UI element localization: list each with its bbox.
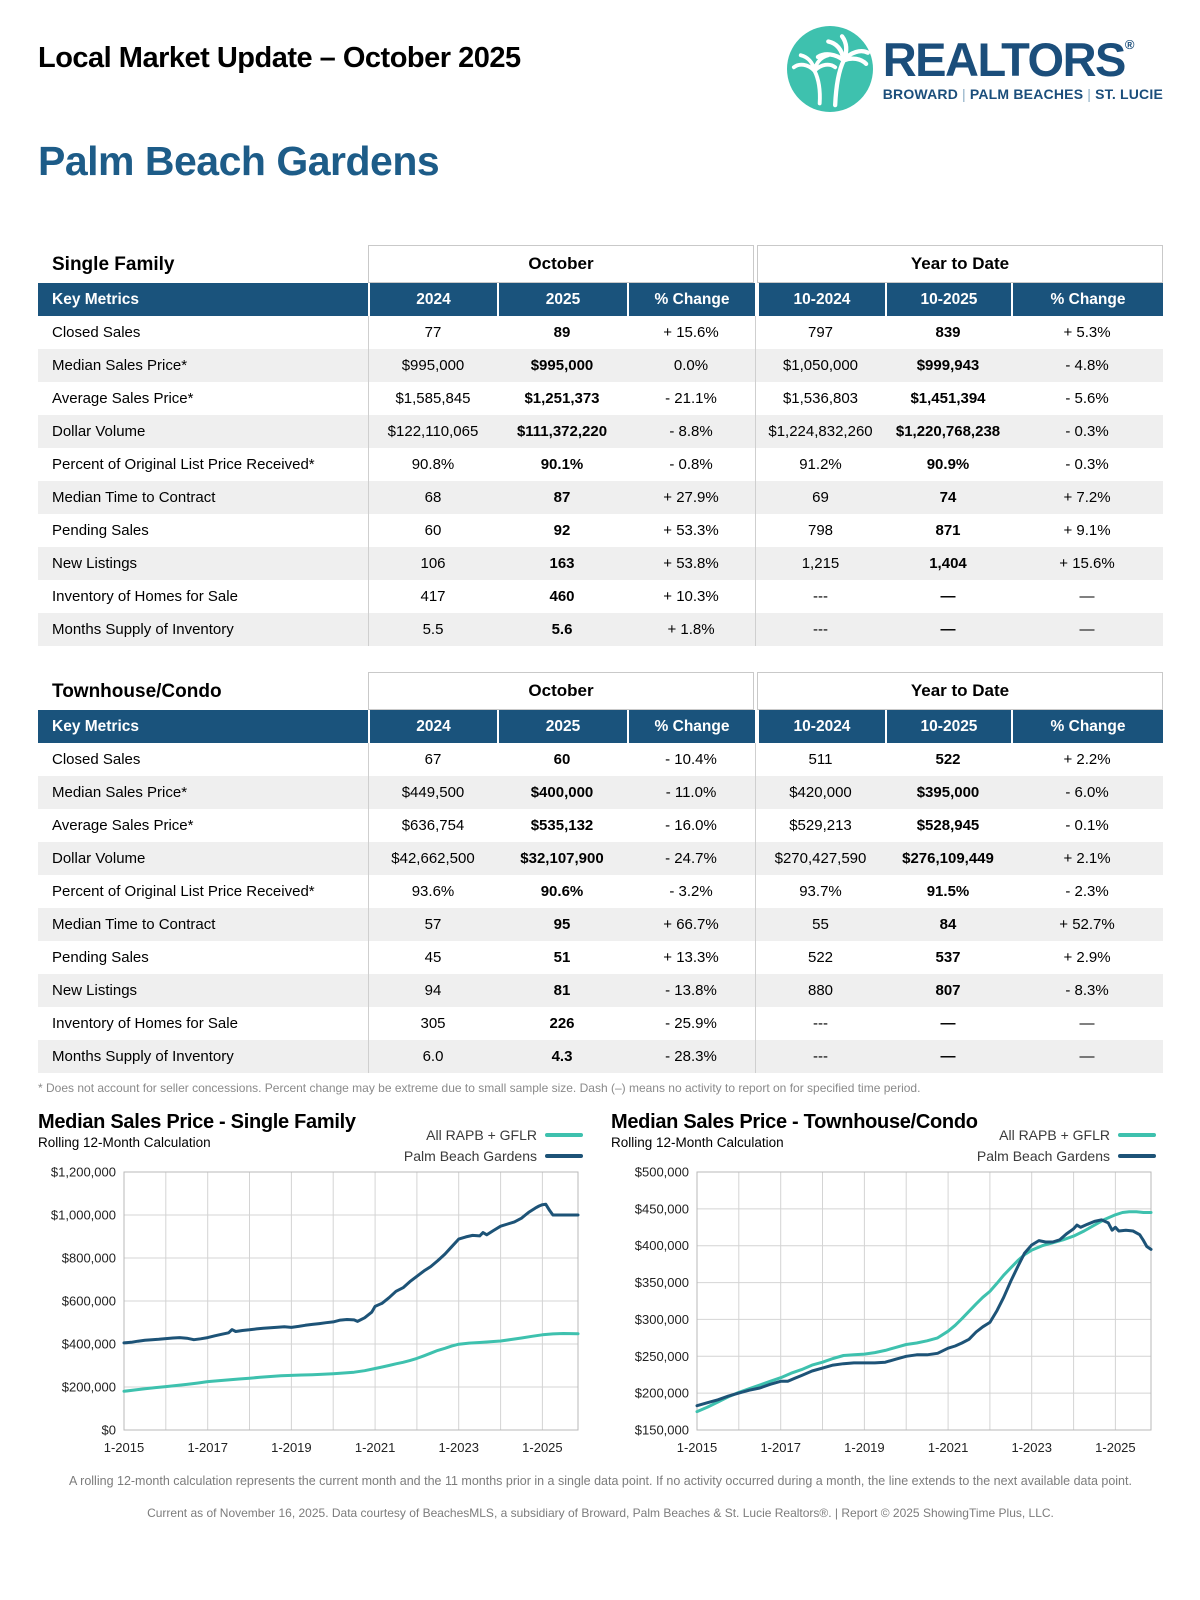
metric-value: 839 [885, 316, 1011, 349]
metric-value: 798 [755, 514, 885, 547]
table-row [38, 580, 1163, 613]
metric-value: — [885, 613, 1011, 646]
metric-value: 1,404 [885, 547, 1011, 580]
metric-value: + 2.9% [1011, 941, 1163, 974]
table-group-row [38, 245, 1163, 283]
metric-value: $999,943 [885, 349, 1011, 382]
metric-value: 45 [368, 941, 497, 974]
metric-value: - 21.1% [627, 382, 755, 415]
logo-brand-text [882, 33, 1163, 86]
metric-value: - 0.1% [1011, 809, 1163, 842]
metric-label: Median Sales Price* [38, 349, 368, 382]
metric-value: - 8.8% [627, 415, 755, 448]
chart-legend [404, 1127, 583, 1169]
legend-label: All RAPB + GFLR [999, 1127, 1110, 1143]
metric-value: 6.0 [368, 1040, 497, 1073]
metrics-tables [38, 245, 1163, 1073]
x-tick-label: 1-2025 [1095, 1440, 1136, 1455]
metric-value: $270,427,590 [755, 842, 885, 875]
table-header-row [38, 283, 1163, 316]
metric-value: 305 [368, 1007, 497, 1040]
chart-title: Median Sales Price - Single Family [38, 1111, 356, 1133]
y-tick-label: $800,000 [61, 1250, 116, 1266]
metric-value: $1,224,832,260 [755, 415, 885, 448]
legend-label: All RAPB + GFLR [426, 1127, 537, 1143]
line-chart-single-family [38, 1162, 583, 1468]
metric-label: Closed Sales [38, 743, 368, 776]
metric-value: + 10.3% [627, 580, 755, 613]
legend-swatch-navy [545, 1154, 583, 1158]
series-line-all-rapb-gflr [124, 1334, 578, 1392]
metric-value: 90.9% [885, 448, 1011, 481]
metric-value: + 5.3% [1011, 316, 1163, 349]
column-header: % Change [1011, 710, 1163, 743]
metric-value: 1,215 [755, 547, 885, 580]
table-row [38, 349, 1163, 382]
metric-value: 92 [497, 514, 627, 547]
table-row [38, 908, 1163, 941]
chart-townhouse-condo [611, 1111, 1162, 1468]
metric-label: New Listings [38, 974, 368, 1007]
y-tick-label: $200,000 [61, 1379, 116, 1395]
y-tick-label: $500,000 [634, 1164, 689, 1180]
table-row [38, 481, 1163, 514]
metric-value: 226 [497, 1007, 627, 1040]
metric-value: + 9.1% [1011, 514, 1163, 547]
metric-value: $995,000 [497, 349, 627, 382]
metric-value: 0.0% [627, 349, 755, 382]
metric-value: 797 [755, 316, 885, 349]
table-row [38, 382, 1163, 415]
metric-value: 57 [368, 908, 497, 941]
metric-label: New Listings [38, 547, 368, 580]
series-line-palm-beach-gardens [697, 1220, 1151, 1406]
legend-item [404, 1148, 583, 1164]
x-tick-label: 1-2023 [1011, 1440, 1052, 1455]
x-tick-label: 1-2019 [844, 1440, 885, 1455]
metric-value: 522 [755, 941, 885, 974]
metric-label: Months Supply of Inventory [38, 613, 368, 646]
table-row [38, 316, 1163, 349]
metric-value: 460 [497, 580, 627, 613]
metric-value: - 16.0% [627, 809, 755, 842]
metric-value: 807 [885, 974, 1011, 1007]
column-header: % Change [627, 283, 755, 316]
x-tick-label: 1-2021 [354, 1440, 396, 1455]
report-header [38, 26, 1163, 112]
metric-value: - 5.6% [1011, 382, 1163, 415]
x-tick-label: 1-2015 [103, 1440, 145, 1455]
metric-label: Pending Sales [38, 941, 368, 974]
tagline-part: ST. LUCIE [1095, 86, 1163, 102]
metric-value: — [885, 580, 1011, 613]
metric-value: + 53.8% [627, 547, 755, 580]
metric-value: - 25.9% [627, 1007, 755, 1040]
metric-label: Inventory of Homes for Sale [38, 1007, 368, 1040]
table-row [38, 842, 1163, 875]
metric-value: - 0.3% [1011, 448, 1163, 481]
metric-value: + 7.2% [1011, 481, 1163, 514]
chart-single-family [38, 1111, 589, 1468]
column-header: 10-2024 [755, 710, 885, 743]
plot-border [697, 1172, 1151, 1430]
group-header-october: October [368, 672, 754, 710]
table-row [38, 809, 1163, 842]
legend-label: Palm Beach Gardens [976, 1148, 1110, 1164]
column-header: 10-2025 [885, 283, 1011, 316]
metric-label: Average Sales Price* [38, 382, 368, 415]
metric-value: + 53.3% [627, 514, 755, 547]
metric-label: Closed Sales [38, 316, 368, 349]
table-row [38, 875, 1163, 908]
column-header: 2024 [368, 710, 497, 743]
metric-value: + 2.1% [1011, 842, 1163, 875]
metric-value: 67 [368, 743, 497, 776]
y-tick-label: $200,000 [634, 1385, 689, 1401]
group-header-year-to-date: Year to Date [757, 245, 1163, 283]
metric-value: 95 [497, 908, 627, 941]
line-chart-townhouse-condo [611, 1162, 1156, 1468]
metric-value: --- [755, 1007, 885, 1040]
metric-value: 77 [368, 316, 497, 349]
legend-item [977, 1148, 1156, 1164]
section-title: Single Family [52, 254, 175, 275]
metric-value: 93.7% [755, 875, 885, 908]
report-footer: Current as of November 16, 2025. Data courtesy of BeachesMLS, a subsidiary of Broward, Palm Beaches & St. Lucie Realtors®. | Report © 2025 ShowingTime Plus, LLC. [147, 1506, 1054, 1520]
metric-value: + 1.8% [627, 613, 755, 646]
metric-value: - 11.0% [627, 776, 755, 809]
metric-value: - 3.2% [627, 875, 755, 908]
rolling-note: A rolling 12-month calculation represents the current month and the 11 months prior in a single data point. If no activity occurred during a month, the line extends to the next available data point. [69, 1474, 1132, 1488]
table-row [38, 941, 1163, 974]
metric-value: - 6.0% [1011, 776, 1163, 809]
metric-value: 55 [755, 908, 885, 941]
metric-value: 880 [755, 974, 885, 1007]
metric-label: Pending Sales [38, 514, 368, 547]
legend-swatch-teal [545, 1133, 583, 1137]
metric-value: 68 [368, 481, 497, 514]
table-row [38, 448, 1163, 481]
metric-value: 84 [885, 908, 1011, 941]
column-header: 2025 [497, 710, 627, 743]
metric-value: 163 [497, 547, 627, 580]
table-row [38, 547, 1163, 580]
metric-value: + 52.7% [1011, 908, 1163, 941]
metric-value: $529,213 [755, 809, 885, 842]
metric-value: 69 [755, 481, 885, 514]
metric-value: $449,500 [368, 776, 497, 809]
x-tick-label: 1-2025 [522, 1440, 563, 1455]
metric-value: - 4.8% [1011, 349, 1163, 382]
column-header: Key Metrics [38, 283, 368, 316]
metric-value: — [1011, 613, 1163, 646]
metric-value: 91.5% [885, 875, 1011, 908]
table-row [38, 743, 1163, 776]
chart-subtitle: Rolling 12-Month Calculation [38, 1135, 211, 1150]
metric-value: --- [755, 613, 885, 646]
table-footnote: * Does not account for seller concessions. Percent change may be extreme due to small sample size. Dash (–) means no activity to report on for specified time period. [38, 1081, 921, 1095]
metric-value: + 27.9% [627, 481, 755, 514]
metric-value: --- [755, 1040, 885, 1073]
column-header: 2024 [368, 283, 497, 316]
metric-value: 537 [885, 941, 1011, 974]
realtors-logo [787, 26, 1163, 112]
legend-swatch-navy [1118, 1154, 1156, 1158]
metric-value: - 13.8% [627, 974, 755, 1007]
column-header: % Change [1011, 283, 1163, 316]
metric-value: $1,050,000 [755, 349, 885, 382]
table-row [38, 1007, 1163, 1040]
metric-label: Percent of Original List Price Received* [38, 448, 368, 481]
metric-value: 5.6 [497, 613, 627, 646]
section-title: Townhouse/Condo [52, 681, 222, 702]
table-row [38, 776, 1163, 809]
metric-value: 91.2% [755, 448, 885, 481]
charts-section [38, 1111, 1163, 1468]
registered-mark: ® [1124, 37, 1133, 52]
tagline-part: BROWARD [882, 86, 959, 102]
y-tick-label: $1,000,000 [50, 1207, 116, 1223]
tagline-separator: | [962, 86, 966, 102]
x-tick-label: 1-2017 [187, 1440, 228, 1455]
metric-label: Median Time to Contract [38, 481, 368, 514]
metric-label: Percent of Original List Price Received* [38, 875, 368, 908]
metric-value: $400,000 [497, 776, 627, 809]
metric-value: 60 [497, 743, 627, 776]
metric-value: 4.3 [497, 1040, 627, 1073]
metrics-table [38, 672, 1163, 1073]
metric-label: Average Sales Price* [38, 809, 368, 842]
document-title: Local Market Update – October 2025 [38, 42, 521, 74]
metric-value: - 10.4% [627, 743, 755, 776]
metric-value: $1,251,373 [497, 382, 627, 415]
metric-value: 90.1% [497, 448, 627, 481]
legend-swatch-teal [1118, 1133, 1156, 1137]
metric-value: 5.5 [368, 613, 497, 646]
metric-value: 51 [497, 941, 627, 974]
chart-legend [977, 1127, 1156, 1169]
table-row [38, 1040, 1163, 1073]
metric-value: $395,000 [885, 776, 1011, 809]
y-tick-label: $0 [101, 1422, 116, 1438]
brand-word: REALTORS [882, 33, 1125, 86]
palm-trees-icon [787, 26, 873, 112]
x-tick-label: 1-2017 [760, 1440, 801, 1455]
x-tick-label: 1-2015 [676, 1440, 718, 1455]
metric-value: 87 [497, 481, 627, 514]
table-group-row [38, 672, 1163, 710]
legend-item [977, 1127, 1156, 1143]
legend-label: Palm Beach Gardens [403, 1148, 537, 1164]
metric-value: $42,662,500 [368, 842, 497, 875]
metric-value: — [1011, 580, 1163, 613]
x-tick-label: 1-2023 [438, 1440, 479, 1455]
metric-value: $995,000 [368, 349, 497, 382]
metric-value: — [1011, 1007, 1163, 1040]
metric-value: $276,109,449 [885, 842, 1011, 875]
column-header: 10-2024 [755, 283, 885, 316]
metric-value: - 0.8% [627, 448, 755, 481]
metric-value: $111,372,220 [497, 415, 627, 448]
chart-subtitle: Rolling 12-Month Calculation [611, 1135, 784, 1150]
y-tick-label: $400,000 [634, 1238, 689, 1254]
metric-value: $122,110,065 [368, 415, 497, 448]
metric-value: - 28.3% [627, 1040, 755, 1073]
metric-value: + 66.7% [627, 908, 755, 941]
y-tick-label: $400,000 [61, 1336, 116, 1352]
table-row [38, 514, 1163, 547]
column-header: % Change [627, 710, 755, 743]
metric-value: $1,585,845 [368, 382, 497, 415]
chart-title: Median Sales Price - Townhouse/Condo [611, 1111, 978, 1133]
logo-text [882, 33, 1163, 102]
metric-value: 511 [755, 743, 885, 776]
x-tick-label: 1-2021 [927, 1440, 969, 1455]
metric-value: + 15.6% [1011, 547, 1163, 580]
metric-value: $420,000 [755, 776, 885, 809]
metric-label: Median Sales Price* [38, 776, 368, 809]
metric-value: $528,945 [885, 809, 1011, 842]
metric-value: 90.6% [497, 875, 627, 908]
metric-label: Dollar Volume [38, 842, 368, 875]
y-tick-label: $350,000 [634, 1275, 689, 1291]
metric-value: $1,220,768,238 [885, 415, 1011, 448]
table-row [38, 415, 1163, 448]
series-line-all-rapb-gflr [697, 1212, 1151, 1412]
metric-value: + 15.6% [627, 316, 755, 349]
metric-value: — [885, 1040, 1011, 1073]
metric-value: $1,451,394 [885, 382, 1011, 415]
logo-tagline [883, 86, 1163, 102]
metric-value: + 13.3% [627, 941, 755, 974]
metric-label: Dollar Volume [38, 415, 368, 448]
metric-label: Median Time to Contract [38, 908, 368, 941]
metric-value: 90.8% [368, 448, 497, 481]
legend-item [404, 1127, 583, 1143]
metric-value: 60 [368, 514, 497, 547]
table-row [38, 974, 1163, 1007]
metric-value: $1,536,803 [755, 382, 885, 415]
metric-value: — [885, 1007, 1011, 1040]
metric-label: Inventory of Homes for Sale [38, 580, 368, 613]
metric-value: --- [755, 580, 885, 613]
metric-value: - 24.7% [627, 842, 755, 875]
page-title: Palm Beach Gardens [38, 138, 440, 184]
metric-value: 81 [497, 974, 627, 1007]
tagline-separator: | [1087, 86, 1092, 102]
column-header: Key Metrics [38, 710, 368, 743]
tagline-part: PALM BEACHES [969, 86, 1084, 102]
column-header: 2025 [497, 283, 627, 316]
metric-value: 94 [368, 974, 497, 1007]
x-tick-label: 1-2019 [271, 1440, 312, 1455]
metric-value: $535,132 [497, 809, 627, 842]
metric-value: 106 [368, 547, 497, 580]
group-header-october: October [368, 245, 754, 283]
metric-value: - 8.3% [1011, 974, 1163, 1007]
metric-value: 417 [368, 580, 497, 613]
y-tick-label: $450,000 [634, 1201, 689, 1217]
metric-value: + 2.2% [1011, 743, 1163, 776]
y-tick-label: $150,000 [634, 1422, 689, 1438]
metrics-table [38, 245, 1163, 646]
column-header: 10-2025 [885, 710, 1011, 743]
metric-value: 74 [885, 481, 1011, 514]
metric-value: 871 [885, 514, 1011, 547]
metric-value: — [1011, 1040, 1163, 1073]
y-tick-label: $250,000 [634, 1348, 689, 1364]
metric-value: 93.6% [368, 875, 497, 908]
series-line-palm-beach-gardens [124, 1204, 578, 1343]
metric-value: 89 [497, 316, 627, 349]
metric-label: Months Supply of Inventory [38, 1040, 368, 1073]
y-tick-label: $600,000 [61, 1293, 116, 1309]
metric-value: $32,107,900 [497, 842, 627, 875]
table-header-row [38, 710, 1163, 743]
metric-value: 522 [885, 743, 1011, 776]
y-tick-label: $1,200,000 [50, 1164, 116, 1180]
group-header-year-to-date: Year to Date [757, 672, 1163, 710]
metric-value: $636,754 [368, 809, 497, 842]
metric-value: - 0.3% [1011, 415, 1163, 448]
table-row [38, 613, 1163, 646]
y-tick-label: $300,000 [634, 1311, 689, 1327]
metric-value: - 2.3% [1011, 875, 1163, 908]
